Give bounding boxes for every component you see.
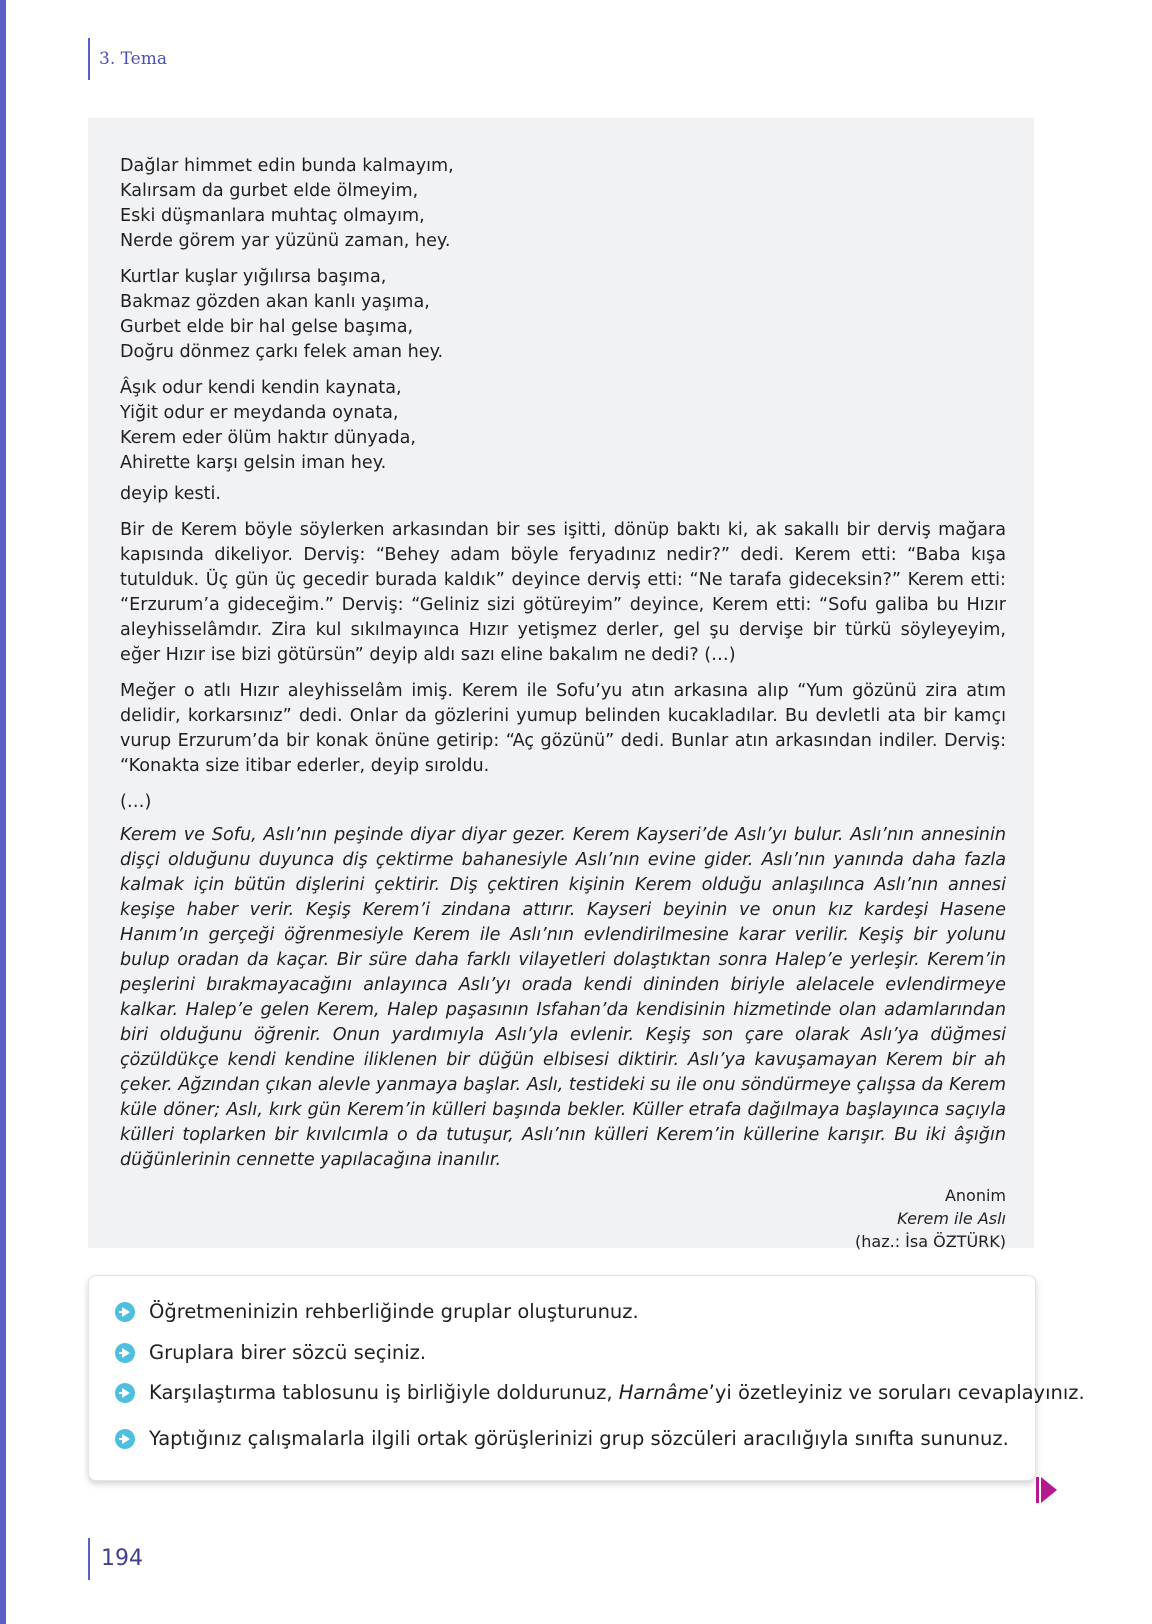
task-text: Yaptığınız çalışmalarla ilgili ortak görüşlerinizi grup sözcüleri aracılığıyla sınıfta sununuz. [149,1427,1009,1450]
poem-line: Bakmaz gözden akan kanlı yaşıma, [120,292,430,312]
poem-line: Ahirette karşı gelsin iman hey. [120,453,387,473]
page-number-divider [88,1538,90,1580]
activity-instructions-box [88,1275,1085,1481]
ellipsis: (…) [120,792,152,812]
story-summary: Kerem ve Sofu, Aslı’nın peşinde diyar diyar gezer. Kerem Kayseri’de Aslı’yı bulur. Aslı’nın annesinin dişçi olduğunu duyunca diş çektirme bahanesiyle Aslı’nın evine gider. Aslı’nın yanında daha fazla kalmak için bütün dişlerini çektirir. Diş çektiren kişinin Kerem olduğu anlaşılınca Aslı’nın annesi keşişe haber verir. Keşiş Kerem’i zindana attırır. Kayseri beyinin ve onun kız kardeşi Hasene Hanım’ın gerçeği öğrenmesiyle Kerem ile Aslı’nın evlendirilmesine karar verilir. Keşiş bir yolunu bulup oradan da kaçar. Bir süre daha farklı vilayetleri dolaştıktan sonra Halep’e yerleşir. Kerem’in peşlerini bırakmayacağını anlayınca Aslı’yı orada kendi dininden biriyle alelacele evlendirmeye kalkar. Halep’e gelen Kerem, Halep paşasının Isfahan’da kendisinin hizmetinde olan adamlarından biri olduğunu öğrenir. Onun yardımıyla Aslı’yla evlenir. Keşiş son çare olarak Aslı’ya düğmesi çözüldükçe kendi kendine iliklenen bir düğün elbisesi diktirir. Aslı’ya kavuşamayan Kerem bir ah çeker. Ağzından çıkan alevle yanmaya başlar. Aslı, testideki su ile onu söndürmeye çalışsa da Kerem küle döner; Aslı, kırk gün Kerem’in külleri başında bekler. Küller etrafa dağılmaya başlayınca saçıyla külleri toplarken bir kıvılcımla o da tutuşur, Aslı’nın külleri Kerem’in küllerine karışır. Bu iki âşığın düğünlerinin cennette yapılacağına inanılır. [120,825,1006,1170]
theme-divider [88,38,90,80]
work-title-harname: Harnâme [618,1381,709,1404]
arrow-circle-icon [115,1302,135,1322]
reading-text [120,154,1006,1253]
arrow-circle-icon [115,1383,135,1403]
poem-stanza-2 [120,265,1006,365]
left-edge-stripe [0,0,6,1624]
reading-text-panel [88,118,1034,1251]
page-number: 194 [101,1546,143,1571]
credit-work-title: Kerem ile Aslı [897,1209,1006,1228]
theme-label: 3. Tema [99,49,167,69]
poem-line: Yiğit odur er meydanda oynata, [120,403,399,423]
poem-line: Kerem eder ölüm haktır dünyada, [120,428,417,448]
poem-line: Nerde görem yar yüzünü zaman, hey. [120,231,451,251]
poem-line: Doğru dönmez çarkı felek aman hey. [120,342,444,362]
poem-line: Gurbet elde bir hal gelse başıma, [120,317,414,337]
poem-line: Âşık odur kendi kendin kaynata, [120,378,402,398]
task-text: Öğretmeninizin rehberliğinde gruplar oluşturunuz. [149,1300,639,1323]
story-paragraph-2: Meğer o atlı Hızır aleyhisselâm imiş. Kerem ile Sofu’yu atın arkasına alıp “Yum gözünü zira atım delidir, korkarsınız” dedi. Onlar da gözlerini yumup belinden kucakladılar. Bu devletli ata bir kamçı vurup Erzurum’da bir konak önüne getirip: “Aç gözünü” dedi. Bunlar atın arkasından indiler. Derviş: “Konakta size itibar ederler, deyip sıroldu. [120,681,1006,776]
poem-line: Kurtlar kuşlar yığılırsa başıma, [120,267,387,287]
poem-line: Kalırsam da gurbet elde ölmeyim, [120,181,419,201]
source-credit [120,1184,1006,1253]
story-paragraph-1: Bir de Kerem böyle söylerken arkasından bir ses işitti, dönüp baktı ki, ak sakallı bir derviş mağara kapısında dikeliyor. Derviş: “Behey adam böyle feryadınız nedir?” dedi. Kerem etti: “Baba kışa tutulduk. Üç gün üç gecedir burada kaldık” deyince derviş etti: “Ne tarafa gideceksin?” Kerem etti: “Erzurum’a gideceğim.” Derviş: “Geliniz sizi götüreyim” deyince, Kerem etti: “Sofu galiba bu Hızır aleyhisselâmdır. Zira kul sıkılmayınca Hızır yetişmez derler, gel şu dervişe bir türkü söyleyeyim, eğer Hızır ise bizi götürsün” deyip aldı sazı eline bakalım ne dedi? (…) [120,520,1006,665]
next-page-bar [1036,1477,1039,1503]
task-item [115,1381,1085,1404]
poem-stanza-1 [120,154,1006,254]
poem-line: Eski düşmanlara muhtaç olmayım, [120,206,425,226]
poem-stanza-3 [120,376,1006,476]
task-item [115,1341,426,1364]
credit-author: Anonim [944,1186,1006,1205]
arrow-circle-icon [115,1343,135,1363]
task-item [115,1427,1009,1450]
play-triangle-icon [1041,1477,1057,1503]
arrow-circle-icon [115,1429,135,1449]
poem-line: Dağlar himmet edin bunda kalmayım, [120,156,454,176]
after-poem-text: deyip kesti. [120,484,221,504]
task-text: Gruplara birer sözcü seçiniz. [149,1341,427,1364]
credit-editor: (haz.: İsa ÖZTÜRK) [855,1232,1006,1251]
task-item [115,1300,639,1323]
task-text: Karşılaştırma tablosunu iş birliğiyle doldurunuz, Harnâme’yi özetleyiniz ve soruları cevaplayınız. [149,1381,1085,1404]
